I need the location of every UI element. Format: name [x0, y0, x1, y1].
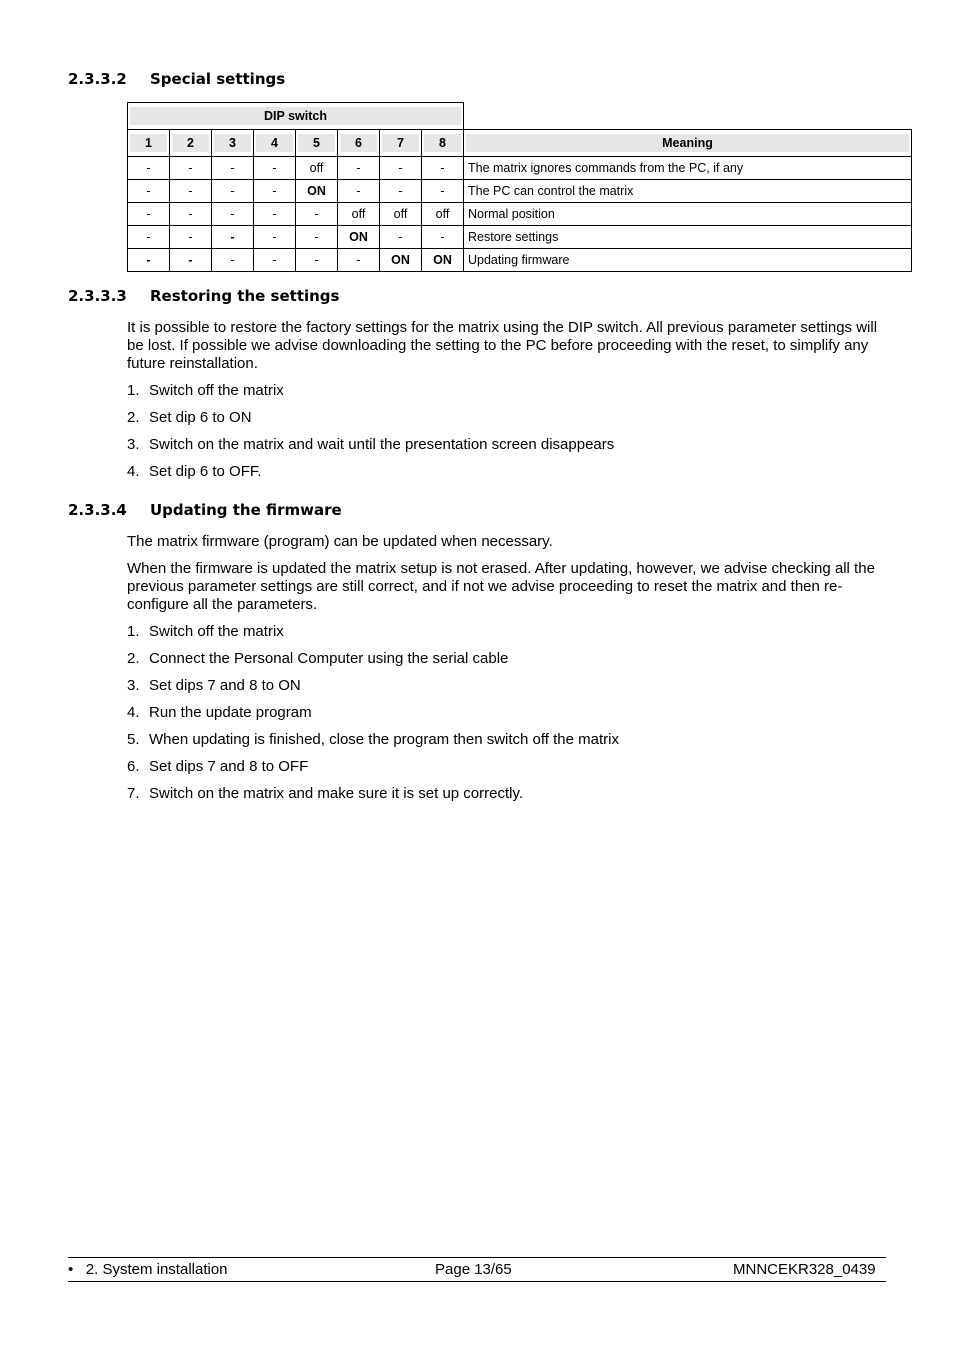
row-meaning: Normal position	[464, 203, 912, 226]
dip-column-header: 5	[296, 130, 338, 157]
list-item: 2. Connect the Personal Computer using the serial cable	[127, 650, 509, 667]
heading-number: 2.3.3.4	[68, 501, 127, 519]
meaning-header: Meaning	[464, 130, 912, 157]
updating-intro-2: When the firmware is updated the matrix setup is not erased. After updating, however, we advise checking all the previous parameter settings are still correct, and if not we advise proceeding to reset the matrix and then re-configure all the parameters.	[127, 560, 875, 613]
list-item: 3. Set dips 7 and 8 to ON	[127, 677, 301, 694]
footer-bottom-rule	[68, 1281, 886, 1282]
heading-number: 2.3.3.3	[68, 287, 127, 305]
heading-updating-firmware	[68, 501, 342, 519]
table-row: - - - - - ON - - Restore settings	[128, 226, 912, 249]
footer-top-rule	[68, 1257, 886, 1258]
list-item: 1. Switch off the matrix	[127, 623, 284, 640]
dip-column-header: 6	[338, 130, 380, 157]
list-item: 3. Switch on the matrix and wait until the presentation screen disappears	[127, 436, 615, 453]
table-row: - - - - off - - - The matrix ignores commands from the PC, if any	[128, 157, 912, 180]
row-meaning: Restore settings	[464, 226, 912, 249]
heading-title: Updating the firmware	[150, 501, 342, 519]
dip-switch-group-header: DIP switch	[128, 103, 464, 130]
footer-page-number: Page 13/65	[435, 1261, 512, 1278]
heading-title: Special settings	[150, 70, 286, 88]
dip-column-header: 4	[254, 130, 296, 157]
dip-column-header: 2	[170, 130, 212, 157]
list-item: 7. Switch on the matrix and make sure it is set up correctly.	[127, 785, 524, 802]
row-meaning: The PC can control the matrix	[464, 180, 912, 203]
dip-switch-table	[127, 102, 912, 272]
list-item: 1. Switch off the matrix	[127, 382, 284, 399]
restoring-intro: It is possible to restore the factory settings for the matrix using the DIP switch. All previous parameter settings will be lost. If possible we advise downloading the setting to the PC before proceeding with the reset, to simplify any future reinstallation.	[127, 319, 878, 372]
dip-column-header: 7	[380, 130, 422, 157]
dip-column-header: 1	[128, 130, 170, 157]
heading-title: Restoring the settings	[150, 287, 340, 305]
list-item: 5. When updating is finished, close the program then switch off the matrix	[127, 731, 619, 748]
list-item: 4. Run the update program	[127, 704, 312, 721]
list-item: 2. Set dip 6 to ON	[127, 409, 252, 426]
row-meaning: Updating firmware	[464, 249, 912, 272]
list-item: 4. Set dip 6 to OFF.	[127, 463, 262, 480]
table-row: - - - - - off off off Normal position	[128, 203, 912, 226]
heading-special-settings	[68, 70, 285, 88]
bullet-icon: •	[68, 1261, 74, 1278]
heading-restoring-settings	[68, 287, 339, 305]
footer-section: • 2. System installation	[68, 1261, 228, 1278]
heading-number: 2.3.3.2	[68, 70, 127, 88]
footer-doc-code: MNNCEKR328_0439	[733, 1261, 876, 1278]
list-item: 6. Set dips 7 and 8 to OFF	[127, 758, 309, 775]
dip-column-header: 3	[212, 130, 254, 157]
table-row: - - - - ON - - - The PC can control the matrix	[128, 180, 912, 203]
table-row: - - - - - - ON ON Updating firmware	[128, 249, 912, 272]
updating-intro-1: The matrix firmware (program) can be updated when necessary.	[127, 533, 553, 550]
dip-column-header: 8	[422, 130, 464, 157]
row-meaning: The matrix ignores commands from the PC, if any	[464, 157, 912, 180]
